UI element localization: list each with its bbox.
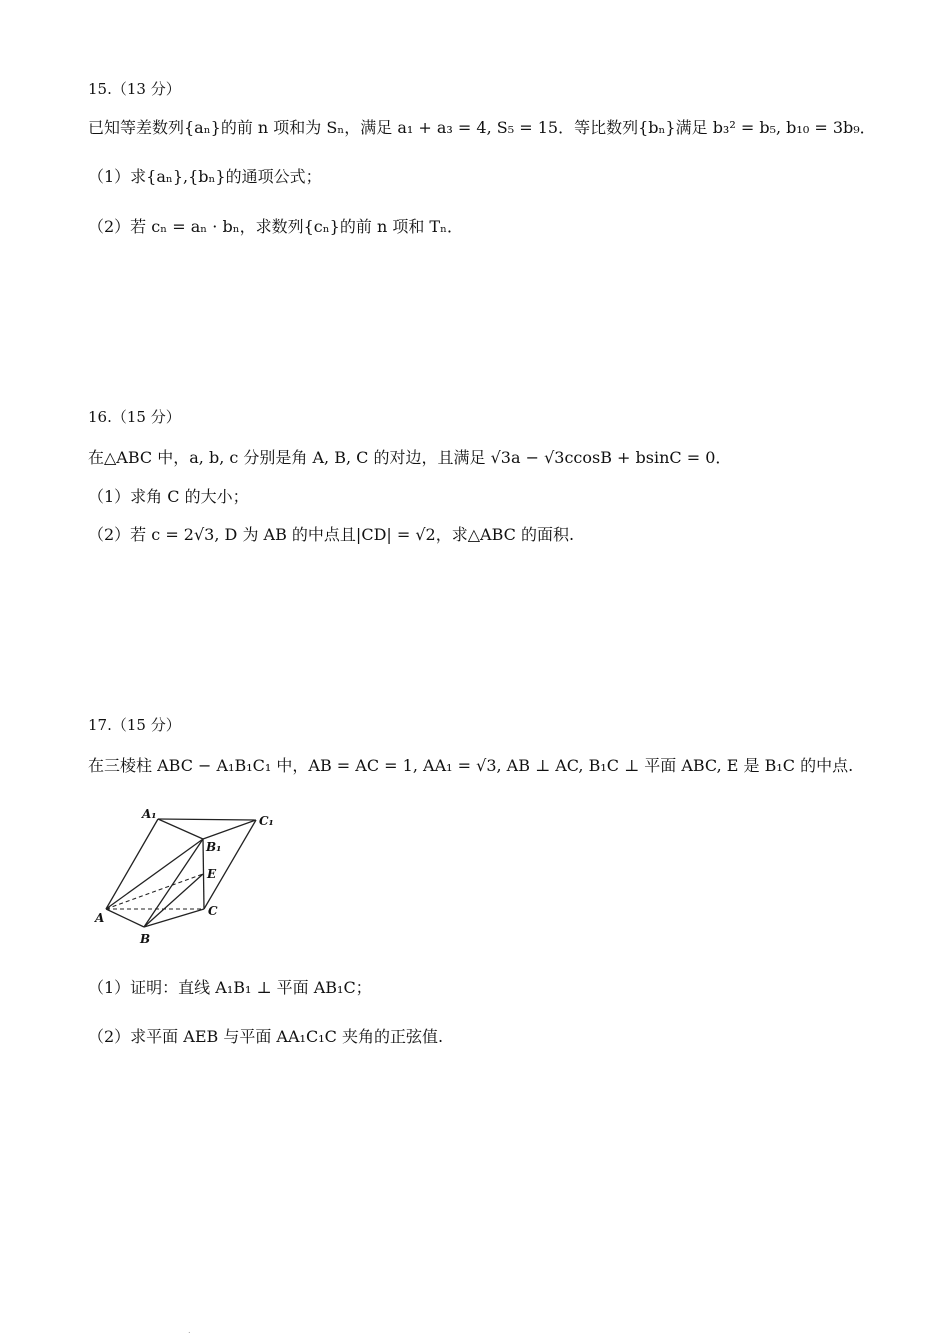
problem-16-statement: 在△ABC 中，a, b, c 分别是角 A, B, C 的对边，且满足 √3a − √3ccosB + bsinC = 0．	[88, 448, 732, 467]
problem-17-part-2: （2）求平面 AEB 与平面 AA₁C₁C 夹角的正弦值.	[88, 1027, 444, 1046]
label-b1: B₁	[206, 840, 222, 854]
label-e: E	[207, 867, 217, 881]
label-a1: A₁	[142, 807, 157, 821]
edge-b1-c1	[203, 820, 256, 839]
problem-15-header: 15.（13 分）	[88, 80, 181, 98]
problem-15-statement: 已知等差数列{aₙ}的前 n 项和为 Sₙ，满足 a₁ + a₃ = 4, S₅ = 15．等比数列{bₙ}满足 b₃² = b₅, b₁₀ = 3b₉．	[88, 118, 876, 137]
problem-16-part-1: （1）求角 C 的大小；	[88, 487, 249, 506]
footer-mark: .	[188, 1326, 191, 1335]
edge-a1-b1	[158, 819, 203, 839]
label-a: A	[95, 911, 105, 925]
problem-17-part-1: （1）证明：直线 A₁B₁ ⊥ 平面 AB₁C；	[88, 978, 372, 997]
edge-b-b1	[144, 839, 203, 927]
edge-a1-c1	[158, 819, 256, 820]
prism-diagram	[92, 805, 278, 953]
label-c: C	[208, 904, 218, 918]
edge-c-c1	[204, 820, 256, 909]
edge-a-b	[106, 909, 144, 927]
problem-16-header: 16.（15 分）	[88, 408, 181, 426]
label-c1: C₁	[259, 814, 274, 828]
label-b: B	[140, 932, 151, 946]
edge-b-c	[144, 909, 204, 927]
segment-a-e-dashed	[106, 874, 203, 909]
problem-17-header: 17.（15 分）	[88, 716, 181, 734]
problem-15-part-2: （2）若 cₙ = aₙ · bₙ，求数列{cₙ}的前 n 项和 Tₙ．	[88, 217, 464, 236]
problem-16-part-2: （2）若 c = 2√3, D 为 AB 的中点且|CD| = √2，求△ABC 的面积.	[88, 525, 575, 544]
segment-a-b1	[106, 839, 203, 909]
segment-b1-c	[203, 839, 204, 909]
triangular-prism-figure	[92, 805, 278, 953]
problem-17-statement: 在三棱柱 ABC − A₁B₁C₁ 中，AB = AC = 1, AA₁ = √3, AB ⊥ AC, B₁C ⊥ 平面 ABC, E 是 B₁C 的中点.	[88, 756, 854, 775]
problem-15-part-1: （1）求{aₙ},{bₙ}的通项公式；	[88, 167, 322, 186]
edge-a-a1	[106, 819, 158, 909]
